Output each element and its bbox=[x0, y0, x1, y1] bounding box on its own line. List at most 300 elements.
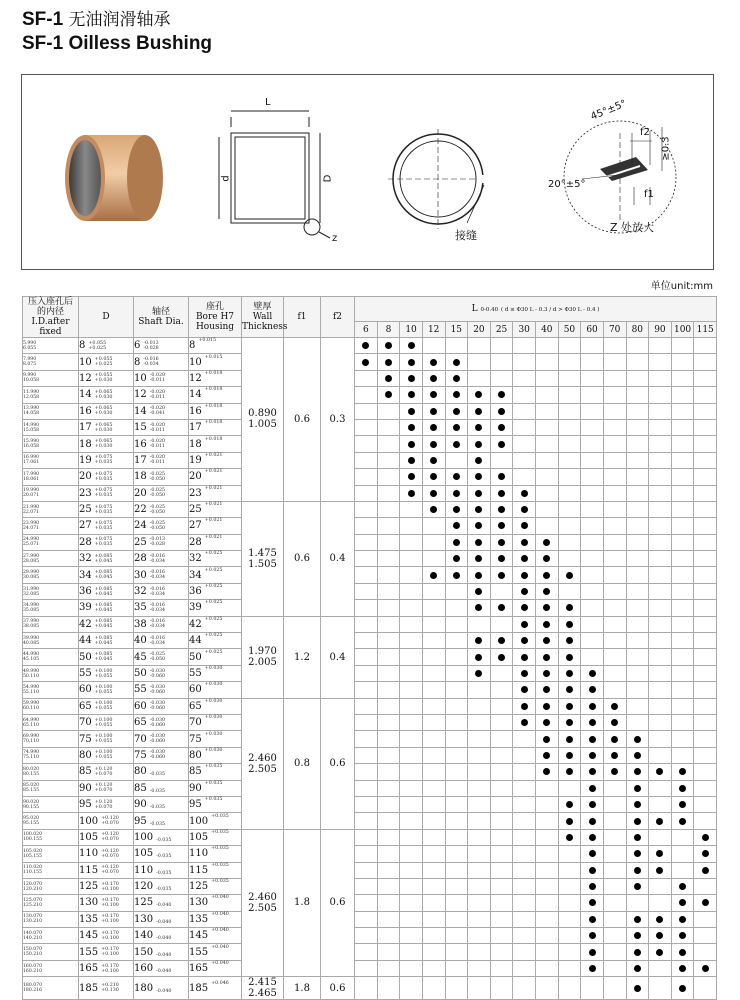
availability-cell bbox=[581, 829, 604, 845]
availability-cell bbox=[671, 583, 694, 599]
availability-cell bbox=[490, 928, 513, 944]
availability-cell bbox=[581, 518, 604, 534]
availability-cell bbox=[513, 796, 536, 812]
availability-cell bbox=[626, 567, 649, 583]
header-shaft: 轴径 Shaft Dia. bbox=[134, 297, 189, 338]
availability-cell bbox=[355, 731, 378, 747]
availability-cell bbox=[513, 387, 536, 403]
availability-cell bbox=[422, 698, 445, 714]
availability-cell bbox=[400, 534, 423, 550]
availability-cell bbox=[558, 485, 581, 501]
availability-cell bbox=[603, 928, 626, 944]
availability-cell bbox=[536, 419, 559, 435]
availability-dot bbox=[521, 637, 528, 644]
availability-cell bbox=[671, 338, 694, 354]
availability-cell bbox=[468, 600, 491, 616]
availability-cell bbox=[671, 829, 694, 845]
after-fixed-cell: 140.070 140.210 bbox=[23, 928, 79, 944]
availability-cell bbox=[649, 665, 672, 681]
table-row bbox=[23, 665, 717, 681]
after-fixed-cell: 9.990 10.058 bbox=[23, 370, 79, 386]
after-fixed-cell: 5.990 6.055 bbox=[23, 338, 79, 354]
table-row bbox=[23, 714, 717, 730]
availability-cell bbox=[536, 551, 559, 567]
availability-cell bbox=[581, 911, 604, 927]
availability-cell bbox=[694, 960, 717, 976]
availability-dot bbox=[543, 604, 550, 611]
availability-cell bbox=[536, 600, 559, 616]
availability-cell bbox=[626, 960, 649, 976]
availability-cell bbox=[490, 829, 513, 845]
availability-cell bbox=[626, 829, 649, 845]
outer-diameter-cell: 17 +0.065 +0.030 bbox=[79, 419, 134, 435]
availability-cell bbox=[490, 419, 513, 435]
after-fixed-cell: 120.070 120.210 bbox=[23, 878, 79, 894]
availability-cell bbox=[422, 501, 445, 517]
availability-dot bbox=[589, 916, 596, 923]
availability-cell bbox=[536, 813, 559, 829]
availability-cell bbox=[468, 665, 491, 681]
after-fixed-cell: 7.990 8.075 bbox=[23, 354, 79, 370]
availability-cell bbox=[626, 370, 649, 386]
title-cn bbox=[22, 8, 212, 32]
availability-cell bbox=[694, 501, 717, 517]
availability-dot bbox=[385, 375, 392, 382]
after-fixed-cell: 85.020 85.155 bbox=[23, 780, 79, 796]
availability-cell bbox=[468, 698, 491, 714]
availability-dot bbox=[566, 572, 573, 579]
availability-cell bbox=[400, 747, 423, 763]
availability-cell bbox=[626, 354, 649, 370]
availability-cell bbox=[581, 567, 604, 583]
availability-cell bbox=[468, 452, 491, 468]
availability-dot bbox=[521, 686, 528, 693]
availability-cell bbox=[355, 714, 378, 730]
availability-cell bbox=[445, 829, 468, 845]
availability-dot bbox=[475, 539, 482, 546]
availability-dot bbox=[589, 949, 596, 956]
availability-cell bbox=[581, 862, 604, 878]
availability-cell bbox=[490, 518, 513, 534]
availability-dot bbox=[589, 752, 596, 759]
availability-cell bbox=[626, 846, 649, 862]
availability-cell bbox=[513, 633, 536, 649]
technical-drawing-frame bbox=[21, 74, 714, 270]
availability-cell bbox=[558, 862, 581, 878]
after-fixed-cell: 23.990 24.071 bbox=[23, 518, 79, 534]
availability-cell bbox=[513, 452, 536, 468]
availability-cell bbox=[603, 354, 626, 370]
availability-cell bbox=[626, 813, 649, 829]
availability-cell bbox=[400, 977, 423, 1000]
availability-dot bbox=[498, 408, 505, 415]
availability-dot bbox=[408, 457, 415, 464]
availability-cell bbox=[490, 567, 513, 583]
availability-cell bbox=[468, 928, 491, 944]
availability-cell bbox=[400, 813, 423, 829]
availability-cell bbox=[468, 370, 491, 386]
availability-dot bbox=[656, 768, 663, 775]
availability-dot bbox=[656, 932, 663, 939]
availability-cell bbox=[558, 796, 581, 812]
availability-dot bbox=[453, 522, 460, 529]
availability-cell bbox=[671, 862, 694, 878]
availability-cell bbox=[490, 731, 513, 747]
header-wall: 壁厚 Wall Thickness bbox=[242, 297, 284, 338]
availability-cell bbox=[400, 698, 423, 714]
availability-cell bbox=[603, 534, 626, 550]
availability-cell bbox=[536, 862, 559, 878]
availability-cell bbox=[558, 567, 581, 583]
availability-cell bbox=[694, 354, 717, 370]
availability-cell bbox=[377, 665, 400, 681]
shaft-cell: 85 -0.035 bbox=[134, 780, 189, 796]
availability-cell bbox=[445, 354, 468, 370]
after-fixed-cell: 180.070 180.216 bbox=[23, 977, 79, 1000]
shaft-cell: 95 -0.035 bbox=[134, 813, 189, 829]
availability-cell bbox=[400, 567, 423, 583]
availability-cell bbox=[536, 370, 559, 386]
bore-cell: 85 +0.035 bbox=[189, 764, 242, 780]
availability-cell bbox=[694, 829, 717, 845]
availability-dot bbox=[589, 818, 596, 825]
availability-cell bbox=[422, 452, 445, 468]
availability-cell bbox=[694, 731, 717, 747]
availability-cell bbox=[490, 469, 513, 485]
availability-cell bbox=[445, 436, 468, 452]
shaft-cell: 90 -0.035 bbox=[134, 796, 189, 812]
availability-cell bbox=[626, 878, 649, 894]
table-row bbox=[23, 944, 717, 960]
availability-dot bbox=[566, 670, 573, 677]
availability-cell bbox=[694, 665, 717, 681]
availability-cell bbox=[581, 878, 604, 894]
availability-cell bbox=[649, 944, 672, 960]
outer-diameter-cell: 135 +0.170 +0.100 bbox=[79, 911, 134, 927]
bore-cell: 95 +0.035 bbox=[189, 796, 242, 812]
table-row bbox=[23, 583, 717, 599]
availability-cell bbox=[603, 813, 626, 829]
availability-cell bbox=[400, 649, 423, 665]
availability-cell bbox=[649, 878, 672, 894]
availability-cell bbox=[671, 747, 694, 763]
availability-cell bbox=[536, 764, 559, 780]
f2-cell: 0.3 bbox=[321, 338, 355, 502]
availability-cell bbox=[626, 338, 649, 354]
after-fixed-cell: 125.070 125.210 bbox=[23, 895, 79, 911]
availability-cell bbox=[468, 338, 491, 354]
availability-cell bbox=[513, 977, 536, 1000]
table-row bbox=[23, 338, 717, 354]
after-fixed-cell: 24.990 25.071 bbox=[23, 534, 79, 550]
wall-thickness-cell: 1.475 1.505 bbox=[242, 501, 284, 616]
availability-dot bbox=[656, 850, 663, 857]
availability-cell bbox=[445, 846, 468, 862]
availability-cell bbox=[468, 419, 491, 435]
length-header-60: 60 bbox=[581, 322, 604, 338]
availability-dot bbox=[634, 850, 641, 857]
shaft-cell: 24 -0.025 -0.050 bbox=[134, 518, 189, 534]
bore-cell: 105 +0.035 bbox=[189, 829, 242, 845]
availability-dot bbox=[634, 965, 641, 972]
length-header-15: 15 bbox=[445, 322, 468, 338]
availability-dot bbox=[453, 539, 460, 546]
bore-cell: 36 +0.025 bbox=[189, 583, 242, 599]
outer-diameter-cell: 34 +0.085 +0.045 bbox=[79, 567, 134, 583]
availability-cell bbox=[671, 665, 694, 681]
availability-cell bbox=[603, 403, 626, 419]
availability-cell bbox=[445, 747, 468, 763]
availability-cell bbox=[468, 518, 491, 534]
availability-cell bbox=[422, 600, 445, 616]
availability-cell bbox=[377, 387, 400, 403]
availability-cell bbox=[536, 682, 559, 698]
availability-cell bbox=[468, 649, 491, 665]
availability-cell bbox=[694, 567, 717, 583]
availability-cell bbox=[649, 649, 672, 665]
availability-cell bbox=[694, 928, 717, 944]
availability-cell bbox=[513, 764, 536, 780]
availability-cell bbox=[581, 764, 604, 780]
availability-cell bbox=[490, 501, 513, 517]
availability-cell bbox=[626, 764, 649, 780]
availability-cell bbox=[513, 436, 536, 452]
availability-cell bbox=[558, 583, 581, 599]
availability-cell bbox=[603, 633, 626, 649]
availability-cell bbox=[603, 518, 626, 534]
availability-cell bbox=[626, 649, 649, 665]
availability-cell bbox=[671, 813, 694, 829]
availability-cell bbox=[422, 682, 445, 698]
availability-cell bbox=[490, 846, 513, 862]
availability-cell bbox=[649, 682, 672, 698]
availability-cell bbox=[400, 829, 423, 845]
availability-cell bbox=[377, 714, 400, 730]
shaft-cell: 8 -0.016 -0.034 bbox=[134, 354, 189, 370]
availability-cell bbox=[694, 649, 717, 665]
availability-dot bbox=[453, 408, 460, 415]
availability-cell bbox=[490, 747, 513, 763]
availability-cell bbox=[377, 796, 400, 812]
availability-cell bbox=[468, 469, 491, 485]
availability-dot bbox=[589, 850, 596, 857]
availability-cell bbox=[694, 469, 717, 485]
table-row bbox=[23, 977, 717, 1000]
availability-dot bbox=[453, 572, 460, 579]
availability-dot bbox=[543, 670, 550, 677]
availability-cell bbox=[603, 960, 626, 976]
availability-cell bbox=[558, 747, 581, 763]
availability-cell bbox=[422, 928, 445, 944]
outer-diameter-cell: 65 +0.100 +0.055 bbox=[79, 698, 134, 714]
availability-cell bbox=[355, 567, 378, 583]
availability-cell bbox=[671, 944, 694, 960]
availability-cell bbox=[422, 338, 445, 354]
availability-cell bbox=[694, 682, 717, 698]
availability-cell bbox=[513, 534, 536, 550]
bore-cell: 90 +0.035 bbox=[189, 780, 242, 796]
availability-cell bbox=[490, 387, 513, 403]
availability-cell bbox=[445, 895, 468, 911]
table-row bbox=[23, 485, 717, 501]
availability-dot bbox=[498, 637, 505, 644]
availability-cell bbox=[490, 878, 513, 894]
availability-cell bbox=[671, 534, 694, 550]
table-row bbox=[23, 928, 717, 944]
f2-cell: 0.4 bbox=[321, 616, 355, 698]
availability-cell bbox=[513, 567, 536, 583]
availability-cell bbox=[490, 436, 513, 452]
bore-cell: 60 +0.030 bbox=[189, 682, 242, 698]
availability-cell bbox=[558, 469, 581, 485]
availability-cell bbox=[671, 682, 694, 698]
availability-cell bbox=[377, 551, 400, 567]
availability-cell bbox=[558, 829, 581, 845]
after-fixed-cell: 39.990 40.085 bbox=[23, 633, 79, 649]
availability-dot bbox=[634, 768, 641, 775]
availability-cell bbox=[536, 387, 559, 403]
availability-cell bbox=[377, 370, 400, 386]
after-fixed-cell: 90.020 90.155 bbox=[23, 796, 79, 812]
availability-cell bbox=[649, 829, 672, 845]
availability-dot bbox=[566, 654, 573, 661]
shaft-cell: 70 -0.030 -0.060 bbox=[134, 731, 189, 747]
table-row bbox=[23, 387, 717, 403]
availability-cell bbox=[513, 649, 536, 665]
availability-cell bbox=[513, 501, 536, 517]
availability-cell bbox=[558, 616, 581, 632]
availability-dot bbox=[543, 686, 550, 693]
table-row bbox=[23, 796, 717, 812]
availability-cell bbox=[581, 928, 604, 944]
availability-cell bbox=[513, 583, 536, 599]
availability-cell bbox=[649, 338, 672, 354]
availability-cell bbox=[694, 846, 717, 862]
availability-dot bbox=[498, 506, 505, 513]
availability-dot bbox=[430, 457, 437, 464]
availability-cell bbox=[355, 846, 378, 862]
availability-cell bbox=[355, 583, 378, 599]
shaft-cell: 130 -0.040 bbox=[134, 911, 189, 927]
availability-cell bbox=[603, 419, 626, 435]
availability-dot bbox=[589, 867, 596, 874]
availability-cell bbox=[468, 485, 491, 501]
availability-cell bbox=[377, 567, 400, 583]
availability-dot bbox=[408, 359, 415, 366]
bore-cell: 44 +0.025 bbox=[189, 633, 242, 649]
availability-cell bbox=[649, 633, 672, 649]
outer-diameter-cell: 42 +0.085 +0.045 bbox=[79, 616, 134, 632]
availability-cell bbox=[468, 354, 491, 370]
bore-cell: 115 +0.035 bbox=[189, 862, 242, 878]
availability-cell bbox=[671, 600, 694, 616]
availability-cell bbox=[445, 780, 468, 796]
availability-cell bbox=[355, 944, 378, 960]
availability-cell bbox=[377, 485, 400, 501]
f1-label: f1 bbox=[644, 189, 654, 200]
availability-cell bbox=[377, 928, 400, 944]
availability-cell bbox=[468, 583, 491, 599]
availability-cell bbox=[377, 862, 400, 878]
availability-dot bbox=[521, 670, 528, 677]
availability-cell bbox=[581, 354, 604, 370]
availability-cell bbox=[649, 534, 672, 550]
availability-cell bbox=[468, 501, 491, 517]
availability-dot bbox=[430, 408, 437, 415]
availability-cell bbox=[671, 780, 694, 796]
availability-cell bbox=[558, 944, 581, 960]
table-row bbox=[23, 731, 717, 747]
f1-cell: 0.6 bbox=[284, 338, 321, 502]
availability-cell bbox=[649, 567, 672, 583]
availability-cell bbox=[445, 714, 468, 730]
availability-cell bbox=[536, 452, 559, 468]
table-row bbox=[23, 551, 717, 567]
bore-cell: 17 +0.018 bbox=[189, 419, 242, 435]
availability-dot bbox=[408, 490, 415, 497]
availability-dot bbox=[521, 604, 528, 611]
outer-diameter-cell: 110 +0.120 +0.070 bbox=[79, 846, 134, 862]
availability-dot bbox=[634, 801, 641, 808]
availability-cell bbox=[581, 747, 604, 763]
f1-cell: 1.2 bbox=[284, 616, 321, 698]
availability-cell bbox=[513, 747, 536, 763]
availability-dot bbox=[634, 834, 641, 841]
availability-cell bbox=[626, 600, 649, 616]
availability-dot bbox=[566, 752, 573, 759]
availability-cell bbox=[445, 583, 468, 599]
availability-cell bbox=[513, 370, 536, 386]
availability-cell bbox=[694, 977, 717, 1000]
after-fixed-cell: 34.990 35.085 bbox=[23, 600, 79, 616]
outer-diameter-cell: 25 +0.075 +0.035 bbox=[79, 501, 134, 517]
after-fixed-cell: 37.990 38.085 bbox=[23, 616, 79, 632]
availability-cell bbox=[536, 633, 559, 649]
availability-dot bbox=[453, 490, 460, 497]
table-row bbox=[23, 747, 717, 763]
after-fixed-cell: 17.990 18.061 bbox=[23, 469, 79, 485]
availability-cell bbox=[603, 370, 626, 386]
outer-diameter-cell: 19 +0.075 +0.035 bbox=[79, 452, 134, 468]
availability-cell bbox=[513, 829, 536, 845]
availability-cell bbox=[626, 698, 649, 714]
shaft-cell: 15 -0.020 -0.011 bbox=[134, 419, 189, 435]
availability-cell bbox=[445, 682, 468, 698]
after-fixed-cell: 105.020 105.155 bbox=[23, 846, 79, 862]
availability-dot bbox=[543, 736, 550, 743]
availability-cell bbox=[355, 747, 378, 763]
availability-cell bbox=[400, 387, 423, 403]
availability-dot bbox=[656, 949, 663, 956]
wall-thickness-cell: 2.415 2.465 bbox=[242, 977, 284, 1000]
availability-cell bbox=[513, 862, 536, 878]
title-block bbox=[22, 8, 212, 55]
availability-cell bbox=[694, 796, 717, 812]
availability-cell bbox=[513, 928, 536, 944]
availability-cell bbox=[558, 633, 581, 649]
availability-cell bbox=[355, 977, 378, 1000]
availability-cell bbox=[671, 960, 694, 976]
availability-dot bbox=[634, 932, 641, 939]
title-en: SF-1 Oilless Bushing bbox=[22, 33, 213, 54]
availability-cell bbox=[355, 895, 378, 911]
availability-cell bbox=[377, 452, 400, 468]
availability-cell bbox=[671, 977, 694, 1000]
table-row bbox=[23, 698, 717, 714]
shaft-cell: 30 -0.016 -0.034 bbox=[134, 567, 189, 583]
availability-cell bbox=[377, 698, 400, 714]
availability-dot bbox=[634, 752, 641, 759]
